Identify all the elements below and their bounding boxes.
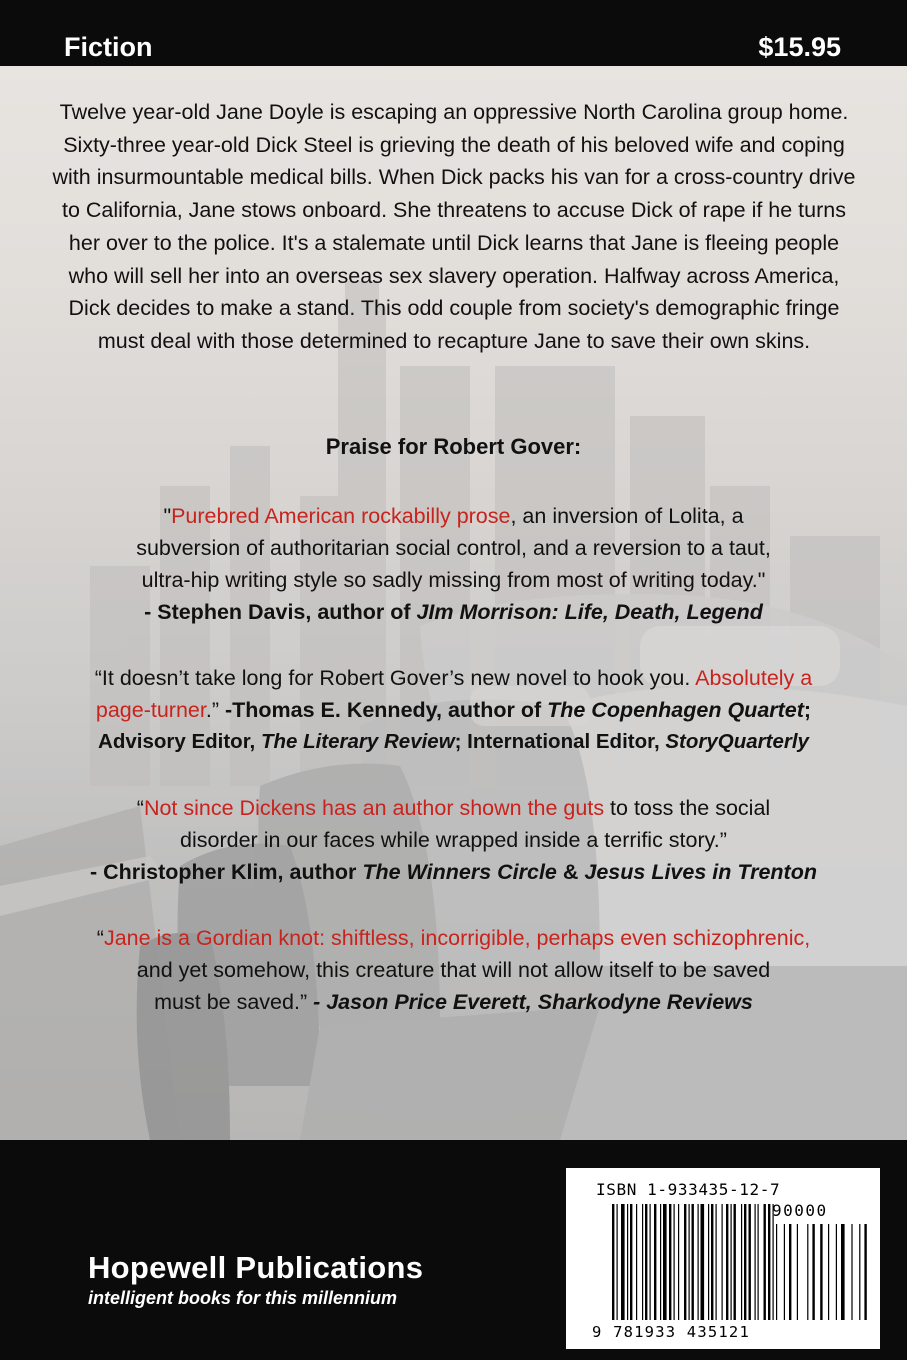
price-label: $15.95: [758, 32, 841, 62]
synopsis: [0, 96, 907, 358]
review-quote-kennedy: [0, 662, 907, 758]
praise-heading: Praise for Robert Gover:: [325, 434, 582, 459]
isbn-label: ISBN 1-933435-12-7: [596, 1180, 781, 1199]
quote-text: subversion of authoritarian social control, and a reversion to a taut,: [136, 536, 771, 560]
quote-mark: ": [163, 504, 172, 528]
barcode-digits: 9 781933 435121: [592, 1323, 750, 1341]
quote-text: disorder in our faces while wrapped inside a terrific story.”: [180, 828, 727, 852]
quote-attribution-title: The Copenhagen Quartet: [547, 698, 804, 722]
publisher-tagline: intelligent books for this millennium: [88, 1288, 398, 1308]
quote-attribution: ;: [803, 698, 812, 722]
synopsis-line: her over to the police. It's a stalemate until Dick learns that Jane is fleeing people: [68, 230, 840, 255]
quote-mark: “: [136, 796, 144, 820]
quote-highlight: Not since Dickens has an author shown the guts: [143, 796, 605, 820]
quote-attribution: ; International Editor,: [454, 730, 666, 753]
quote-text: and yet somehow, this creature that will not allow itself to be saved: [136, 958, 771, 982]
quote-text: , an inversion of Lolita, a: [510, 504, 744, 528]
quote-attribution: - Jason Price Everett, Sharkodyne Reviews: [313, 990, 753, 1014]
quote-attribution: - Stephen Davis, author of: [144, 600, 417, 624]
quote-text: ultra-hip writing style so sadly missing from most of writing today.": [141, 568, 766, 592]
publisher-name: Hopewell Publications: [88, 1250, 424, 1285]
quote-mark: “: [96, 926, 104, 950]
bottom-bar: [0, 1140, 907, 1360]
synopsis-line: Twelve year-old Jane Doyle is escaping an oppressive North Carolina group home.: [59, 100, 849, 124]
synopsis-line: Dick decides to make a stand. This odd couple from society's demographic fringe: [68, 296, 840, 321]
quote-attribution-title: Jesus Lives in Trenton: [584, 860, 817, 884]
synopsis-line: with insurmountable medical bills. When Dick packs his van for a cross-country drive: [52, 165, 856, 190]
quote-text: to toss the social: [604, 796, 771, 820]
quote-attribution: -Thomas E. Kennedy, author of: [224, 698, 548, 722]
top-bar: [0, 0, 907, 66]
barcode-addon: 90000: [772, 1201, 828, 1220]
quote-highlight: Jane is a Gordian knot: shiftless, incorrigible, perhaps even schizophrenic,: [103, 926, 811, 950]
quote-highlight: Absolutely a: [695, 666, 813, 690]
quote-text: must be saved.”: [154, 990, 314, 1014]
barcode-box: [566, 1168, 880, 1349]
quote-highlight: Purebred American rockabilly prose: [171, 504, 511, 528]
genre-label: Fiction: [64, 32, 153, 62]
quote-attribution-title: The Literary Review: [260, 730, 455, 753]
quote-text: .”: [205, 698, 225, 722]
quote-attribution-title: The Winners Circle: [362, 860, 557, 884]
quote-attribution-title: StoryQuarterly: [665, 730, 809, 753]
synopsis-line: Sixty-three year-old Dick Steel is grieving the death of his beloved wife and coping: [63, 132, 845, 157]
review-quote-klim: [0, 792, 907, 888]
review-quote-davis: [0, 500, 907, 628]
synopsis-line: must deal with those determined to recapture Jane to save their own skins.: [97, 328, 811, 353]
review-quote-everett: [0, 922, 907, 1018]
quote-attribution-title: JIm Morrison: Life, Death, Legend: [416, 600, 763, 624]
quote-attribution: Advisory Editor,: [98, 730, 261, 753]
synopsis-line: to California, Jane stows onboard. She threatens to accuse Dick of rape if he turns: [62, 198, 846, 223]
quote-highlight: page-turner: [95, 698, 206, 722]
quote-attribution: - Christopher Klim, author: [90, 860, 363, 884]
synopsis-line: who will sell her into an overseas sex slavery operation. Halfway across America,: [68, 263, 840, 288]
publisher-block: [88, 1250, 423, 1310]
quote-text: “It doesn’t take long for Robert Gover’s new novel to hook you.: [94, 666, 696, 690]
quote-attribution: &: [556, 860, 585, 884]
